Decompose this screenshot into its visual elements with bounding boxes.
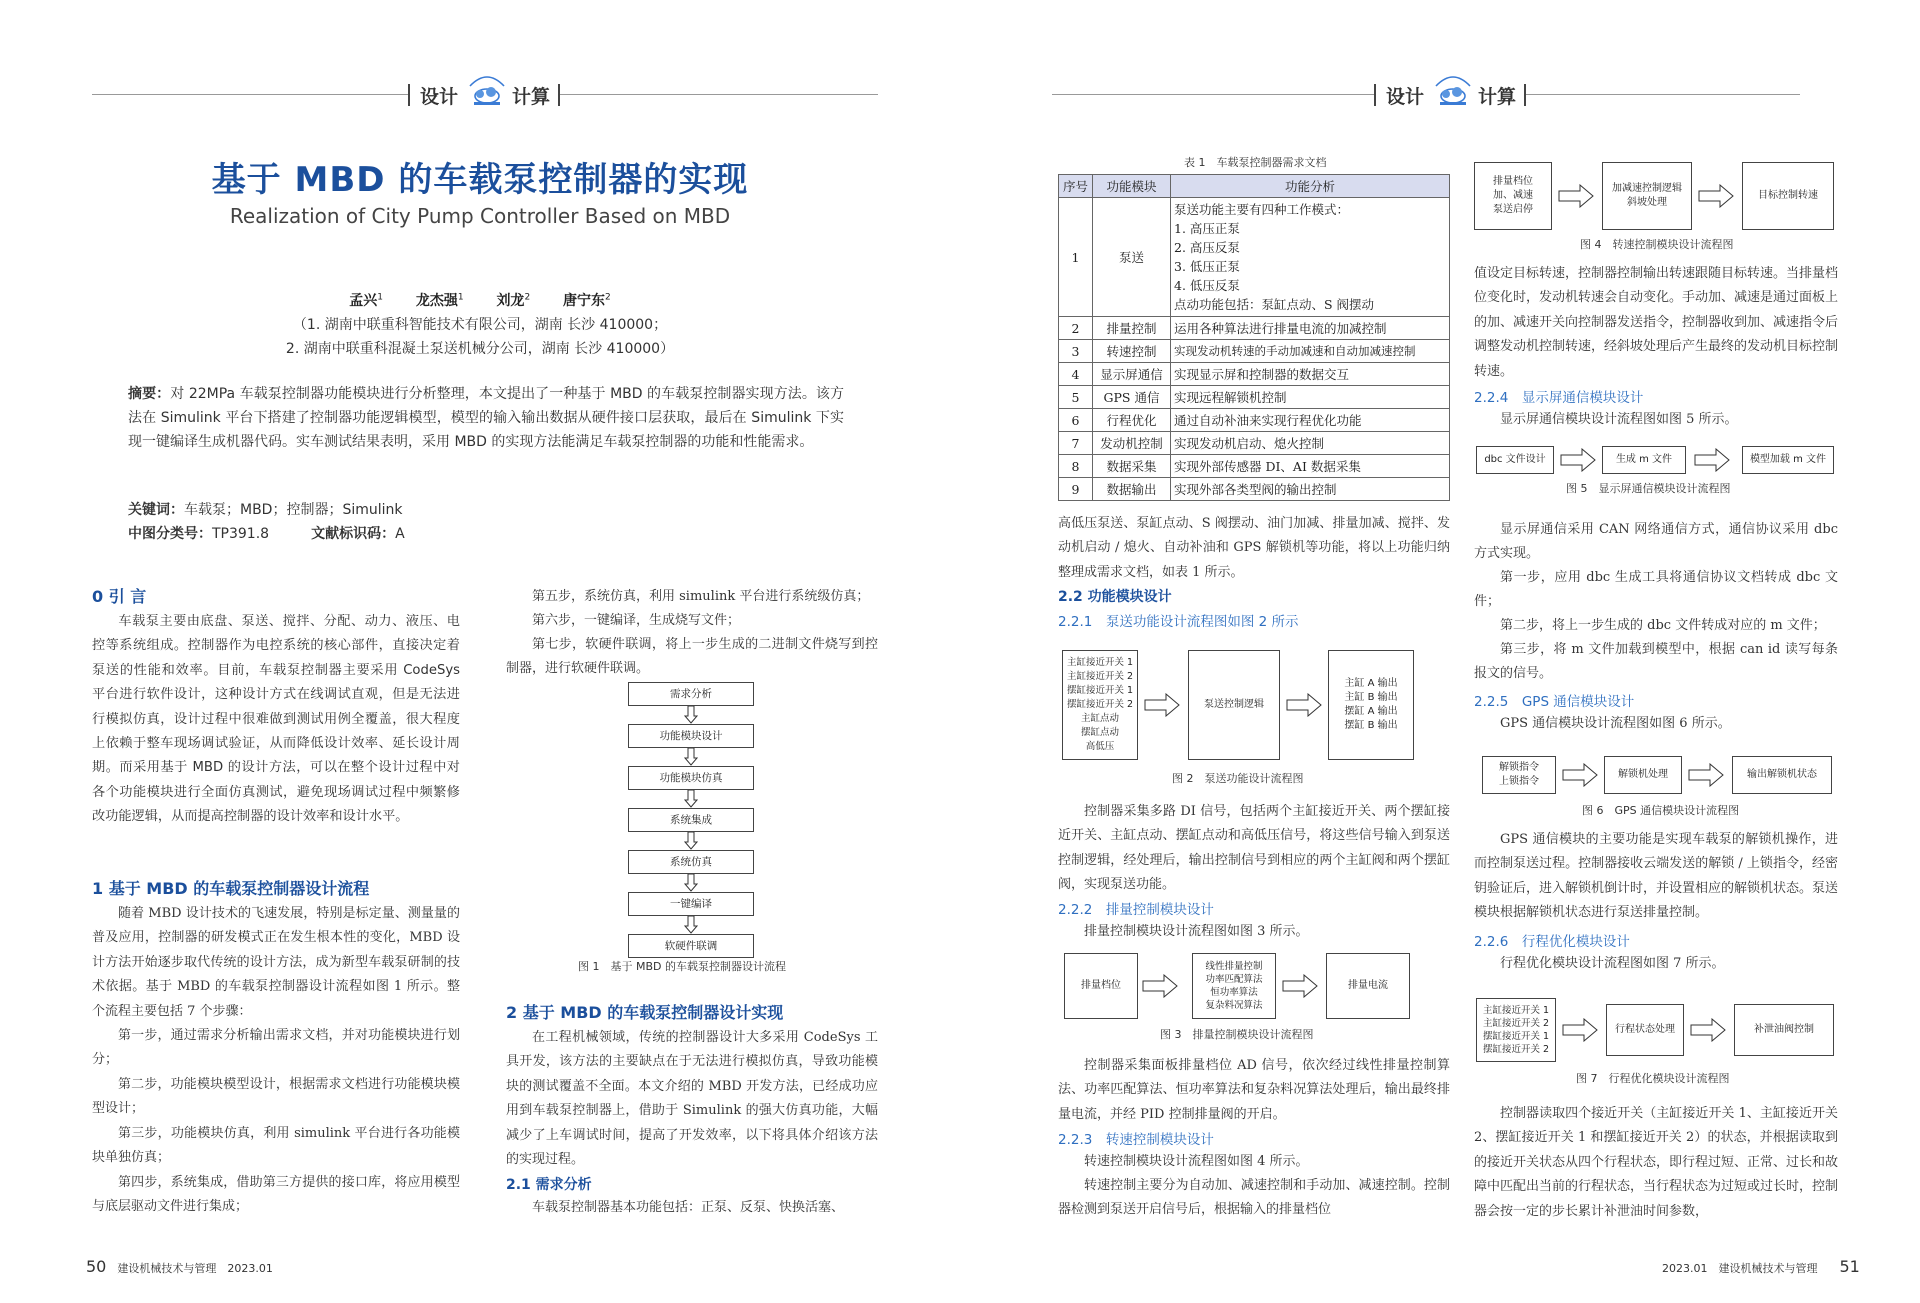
figure-3-caption: 图 3 排量控制模块设计流程图	[1160, 1028, 1314, 1041]
paragraph: 转速控制主要分为自动加、减速控制和手动加、减速控制。控制器检测到泵送开启信号后，根据输入的排量档位	[1058, 1178, 1450, 1218]
arrow-down-icon	[684, 832, 698, 850]
step-7: 第七步，软硬件联调，将上一步生成的二进制文件烧写到控制器，进行软硬件联调。	[506, 637, 878, 677]
fig2-output-box: 主缸 A 输出 主缸 B 输出 摆缸 A 输出 摆缸 B 输出	[1328, 650, 1414, 760]
fig3-algorithm-box: 线性排量控制 功率匹配算法 恒功率算法 复杂料况算法	[1192, 953, 1276, 1019]
table-row: 9 数据输出 实现外部各类型阀的输出控制	[1059, 478, 1450, 501]
paper-title: 基于 MBD 的车载泵控制器的实现	[211, 160, 749, 200]
fig7-state-box: 行程状态处理	[1606, 1004, 1684, 1056]
paragraph: GPS 通信模块的主要功能是实现车载泵的解锁机操作，进而控制泵送过程。控制器接收云端发送的解锁 / 上锁指令，经密钥验证后，进入解锁机倒计时，并设置相应的解锁机状态。泵送模块根据解锁机状态进行泵送排量控制。	[1474, 832, 1839, 921]
fig3-output-box: 排量电流	[1326, 953, 1410, 1019]
flow-step-box: 系统集成	[628, 808, 754, 832]
paragraph: 显示屏通信采用 CAN 网络通信方式，通信协议采用 dbc 方式实现。	[1474, 522, 1838, 562]
figure-7-caption: 图 7 行程优化模块设计流程图	[1576, 1072, 1730, 1085]
keywords: 关键词：车载泵；MBD；控制器；Simulink	[128, 502, 403, 518]
section-2-2-1-title: 2.2.1 泵送功能设计流程图如图 2 所示	[1058, 614, 1299, 630]
paragraph: 第一步，应用 dbc 生成工具将通信协议文档转成 dbc 文件；	[1474, 570, 1838, 610]
page-footer: 50 建设机械技术与管理 2023.01	[86, 1257, 273, 1276]
paragraph: 控制器读取四个接近开关（主缸接近开关 1、主缸接近开关 2、摆缸接近开关 1 和摆缸接近开关 2）的状态，并根据读取到的接近开关状态从四个行程状态，即行程过短、正常、过长和故障中匹配出当前的行程状态，当行程状态为过短或过长时，控制器会按一定的步长累计补泄油时间参数，	[1474, 1106, 1839, 1219]
figure-2-caption: 图 2 泵送功能设计流程图	[1172, 772, 1304, 785]
affiliation-2: 2. 湖南中联重科混凝土泵送机械分公司，湖南 长沙 410000）	[285, 341, 675, 357]
fig7-input-box: 主缸接近开关 1 主缸接近开关 2 摆缸接近开关 1 摆缸接近开关 2	[1476, 998, 1556, 1062]
table-header: 序号 功能模块 功能分析	[1059, 175, 1450, 198]
author-name: 刘龙	[496, 293, 525, 309]
step-5: 第五步，系统仿真，利用 simulink 平台进行系统级仿真；	[532, 589, 870, 604]
section-2-1-title: 2.1 需求分析	[506, 1177, 592, 1193]
arrow-down-icon	[684, 874, 698, 892]
flow-step-box: 软硬件联调	[628, 934, 754, 958]
step-2: 第二步，功能模块模型设计，根据需求文档进行功能模块模型设计；	[92, 1077, 460, 1117]
table-1-caption: 表 1 车载泵控制器需求文档	[1184, 156, 1327, 169]
section-0-title: 0 引 言	[92, 587, 147, 606]
arrow-right-icon	[1562, 1018, 1598, 1042]
flow-step-box: 系统仿真	[628, 850, 754, 874]
header-word-right: 计算	[1478, 86, 1517, 108]
fig5-dbc-box: dbc 文件设计	[1476, 446, 1554, 474]
flow-step-box: 功能模块设计	[628, 724, 754, 748]
arrow-down-icon	[684, 706, 698, 724]
paragraph: GPS 通信模块设计流程图如图 6 所示。	[1500, 716, 1731, 731]
paragraph: 控制器采集面板排量档位 AD 信号，依次经过线性排量控制算法、功率匹配算法、恒功率算法和复杂料况算法处理后，输出最终排量电流，并经 PID 控制排量阀的开启。	[1058, 1058, 1450, 1122]
intro-paragraph: 车载泵主要由底盘、泵送、搅拌、分配、动力、液压、电控等系统组成。控制器作为电控系统的核心部件，直接决定着泵送的性能和效率。目前，车载泵控制器主要采用 CodeSys 平台进行软件设计，这种设计方式在线调试直观，但是无法进行模拟仿真，设计过程中很难做到测试用例全覆盖，很大程度上依赖于整车现场调试验证，从而降低设计效率、延长设计周期。而采用基于 MBD 的设计方法，可以在整个设计过程中对各个功能模块进行全面仿真测试，避免现场调试过程中频繁修改功能逻辑，从而提高控制器的设计效率和设计水平。	[92, 614, 460, 825]
arrow-right-icon	[1282, 974, 1318, 998]
right-page	[960, 0, 1920, 1303]
flow-step-box: 需求分析	[628, 682, 754, 706]
flow-step-box: 功能模块仿真	[628, 766, 754, 790]
page-footer: 2023.01 建设机械技术与管理 51	[1662, 1257, 1860, 1276]
arrow-right-icon	[1690, 1018, 1726, 1042]
page-number: 50	[86, 1257, 107, 1276]
paragraph: 控制器采集多路 DI 信号，包括两个主缸接近开关、两个摆缸接近开关、主缸点动、摆缸点动和高低压信号，将这些信号输入到泵送控制逻辑，经处理后，输出控制信号到相应的两个主缸阀和两个摆缸阀，实现泵送功能。	[1058, 804, 1450, 893]
header-word-right: 计算	[512, 86, 551, 108]
figure-4-caption: 图 4 转速控制模块设计流程图	[1580, 238, 1734, 251]
fig4-output-box: 目标控制转速	[1742, 162, 1834, 230]
cloud-logo-icon	[466, 72, 508, 108]
step-6: 第六步，一键编译，生成烧写文件；	[532, 613, 741, 628]
fig7-valve-box: 补泄油阀控制	[1734, 1004, 1834, 1056]
author-name: 龙杰强	[415, 293, 458, 309]
page-header	[960, 72, 1920, 112]
paragraph: 值设定目标转速，控制器控制输出转速跟随目标转速。当排量档位变化时，发动机转速会自动变化。手动加、减速是通过面板上的加、减速开关向控制器发送指令，控制器收到加、减速指令后调整发动机控制转速，经斜坡处理后产生最终的发动机目标控制转速。	[1474, 266, 1839, 379]
table-row: 7 发动机控制 实现发动机启动、熄火控制	[1059, 432, 1450, 455]
page-number: 51	[1839, 1257, 1860, 1276]
arrow-right-icon	[1698, 184, 1734, 208]
cloud-logo-icon	[1432, 72, 1474, 108]
table-row: 1 泵送 泵送功能主要有四种工作模式： 1. 高压正泵 2. 高压反泵 3. 低压正泵 4. 低压反泵 点动功能包括：泵缸点动、S 阀摆动	[1059, 198, 1450, 317]
arrow-right-icon	[1286, 693, 1322, 717]
author-list: 孟兴$^1$ 龙杰强$^1$ 刘龙$^2$ 唐宁东$^2$	[349, 292, 611, 309]
section-2-1-paragraph: 车载泵控制器基本功能包括：正泵、反泵、快换活塞、	[532, 1200, 845, 1215]
paragraph: 第二步，将上一步生成的 dbc 文件转成对应的 m 文件；	[1500, 618, 1826, 633]
abstract: 摘要：对 22MPa 车载泵控制器功能模块进行分析整理，本文提出了一种基于 MBD 的车载泵控制器实现方法。该方法在 Simulink 平台下搭建了控制器功能逻辑模型，模型的输入输出数据从硬件接口层获取，最后在 Simulink 下实现一键编译生成机器代码。实车测试结果表明，采用 MBD 的实现方法能满足车载泵控制器的功能和性能需求。	[128, 386, 845, 450]
section-2-title: 2 基于 MBD 的车载泵控制器设计实现	[506, 1003, 784, 1022]
section-2-2-5-title: 2.2.5 GPS 通信模块设计	[1474, 694, 1635, 710]
page-header	[0, 72, 960, 112]
arrow-down-icon	[684, 790, 698, 808]
arrow-right-icon	[1142, 974, 1178, 998]
paragraph: 显示屏通信模块设计流程图如图 5 所示。	[1500, 412, 1738, 427]
step-3: 第三步，功能模块仿真，利用 simulink 平台进行各功能模块单独仿真；	[92, 1126, 460, 1166]
table-row: 4 显示屏通信 实现显示屏和控制器的数据交互	[1059, 363, 1450, 386]
paragraph: 第三步，将 m 文件加载到模型中，根据 can id 读写每条报文的信号。	[1474, 642, 1838, 682]
table-row: 2 排量控制 运用各种算法进行排量电流的加减控制	[1059, 317, 1450, 340]
arrow-down-icon	[684, 748, 698, 766]
section-1-paragraph: 随着 MBD 设计技术的飞速发展，特别是标定量、测量量的普及应用，控制器的研发模式正在发生根本性的变化，MBD 设计方法开始逐步取代传统的设计方法，成为新型车载泵研制的技术依据。基于 MBD 的车载泵控制器设计流程如图 1 所示。整个流程主要包括 7 个步骤：	[92, 906, 460, 1019]
classification: 中图分类号：TP391.8 文献标识码：A	[128, 526, 405, 542]
arrow-right-icon	[1688, 763, 1724, 787]
paper-subtitle: Realization of City Pump Controller Based on MBD	[229, 204, 731, 228]
table-1	[1058, 174, 1450, 501]
arrow-right-icon	[1694, 448, 1730, 472]
fig4-input-box: 排量档位 加、减速 泵送启停	[1474, 162, 1552, 230]
fig5-mfile-box: 生成 m 文件	[1602, 446, 1686, 474]
section-2-2-title: 2.2 功能模块设计	[1058, 589, 1172, 605]
section-2-2-6-title: 2.2.6 行程优化模块设计	[1474, 934, 1630, 950]
fig6-output-box: 输出解锁机状态	[1732, 756, 1832, 794]
section-2-2-4-title: 2.2.4 显示屏通信模块设计	[1474, 390, 1644, 406]
paragraph: 行程优化模块设计流程图如图 7 所示。	[1500, 956, 1725, 971]
fig5-load-box: 模型加载 m 文件	[1742, 446, 1834, 474]
section-2-2-3-title: 2.2.3 转速控制模块设计	[1058, 1132, 1214, 1148]
fig4-logic-box: 加减速控制逻辑 斜坡处理	[1602, 162, 1692, 230]
section-2-paragraph: 在工程机械领域，传统的控制器设计大多采用 CodeSys 工具开发，该方法的主要缺点在于无法进行模拟仿真，导致功能模块的测试覆盖不全面。本文介绍的 MBD 开发方法，已经成功应用到车载泵控制器上，借助于 Simulink 的强大仿真功能，大幅减少了上车调试时间，提高了开发效率，以下将具体介绍该方法的实现过程。	[506, 1030, 878, 1168]
step-1: 第一步，通过需求分析输出需求文档，并对功能模块进行划分；	[92, 1028, 460, 1068]
section-2-2-2-title: 2.2.2 排量控制模块设计	[1058, 902, 1214, 918]
section-1-title: 1 基于 MBD 的车载泵控制器设计流程	[92, 879, 370, 898]
table-row: 5 GPS 通信 实现远程解锁机控制	[1059, 386, 1450, 409]
fig3-input-box: 排量档位	[1064, 953, 1138, 1019]
figure-1-caption: 图 1 基于 MBD 的车载泵控制器设计流程	[578, 960, 786, 973]
figure-5-caption: 图 5 显示屏通信模块设计流程图	[1566, 482, 1731, 495]
fig2-logic-box: 泵送控制逻辑	[1188, 650, 1280, 760]
fig6-command-box: 解锁指令 上锁指令	[1482, 756, 1556, 794]
figure-6-caption: 图 6 GPS 通信模块设计流程图	[1582, 804, 1740, 817]
author-name: 唐宁东	[563, 293, 606, 309]
header-word-left: 设计	[420, 86, 459, 108]
affiliation-1: （1. 湖南中联重科智能技术有限公司，湖南 长沙 410000；	[292, 317, 668, 333]
table-row: 3 转速控制 实现发动机转速的手动加减速和自动加减速控制	[1059, 340, 1450, 363]
table-row: 6 行程优化 通过自动补油来实现行程优化功能	[1059, 409, 1450, 432]
fig6-process-box: 解锁机处理	[1604, 756, 1682, 794]
arrow-right-icon	[1562, 763, 1598, 787]
arrow-right-icon	[1144, 693, 1180, 717]
figure-1-flowchart	[628, 682, 754, 952]
step-4: 第四步，系统集成，借助第三方提供的接口库，将应用模型与底层驱动文件进行集成；	[92, 1175, 460, 1215]
fig2-input-box: 主缸接近开关 1 主缸接近开关 2 摆缸接近开关 1 摆缸接近开关 2 主缸点动 摆缸点动 高低压	[1062, 650, 1138, 760]
arrow-right-icon	[1558, 184, 1594, 208]
header-word-left: 设计	[1386, 86, 1425, 108]
author-name: 孟兴	[349, 293, 378, 309]
flow-step-box: 一键编译	[628, 892, 754, 916]
table-row: 8 数据采集 实现外部传感器 DI、AI 数据采集	[1059, 455, 1450, 478]
arrow-right-icon	[1560, 448, 1596, 472]
paragraph: 转速控制模块设计流程图如图 4 所示。	[1084, 1154, 1309, 1169]
paragraph: 高低压泵送、泵缸点动、S 阀摆动、油门加减、排量加减、搅拌、发动机启动 / 熄火、自动补油和 GPS 解锁机等功能，将以上功能归纳整理成需求文档，如表 1 所示。	[1058, 516, 1450, 580]
arrow-down-icon	[684, 916, 698, 934]
paragraph: 排量控制模块设计流程图如图 3 所示。	[1084, 924, 1309, 939]
